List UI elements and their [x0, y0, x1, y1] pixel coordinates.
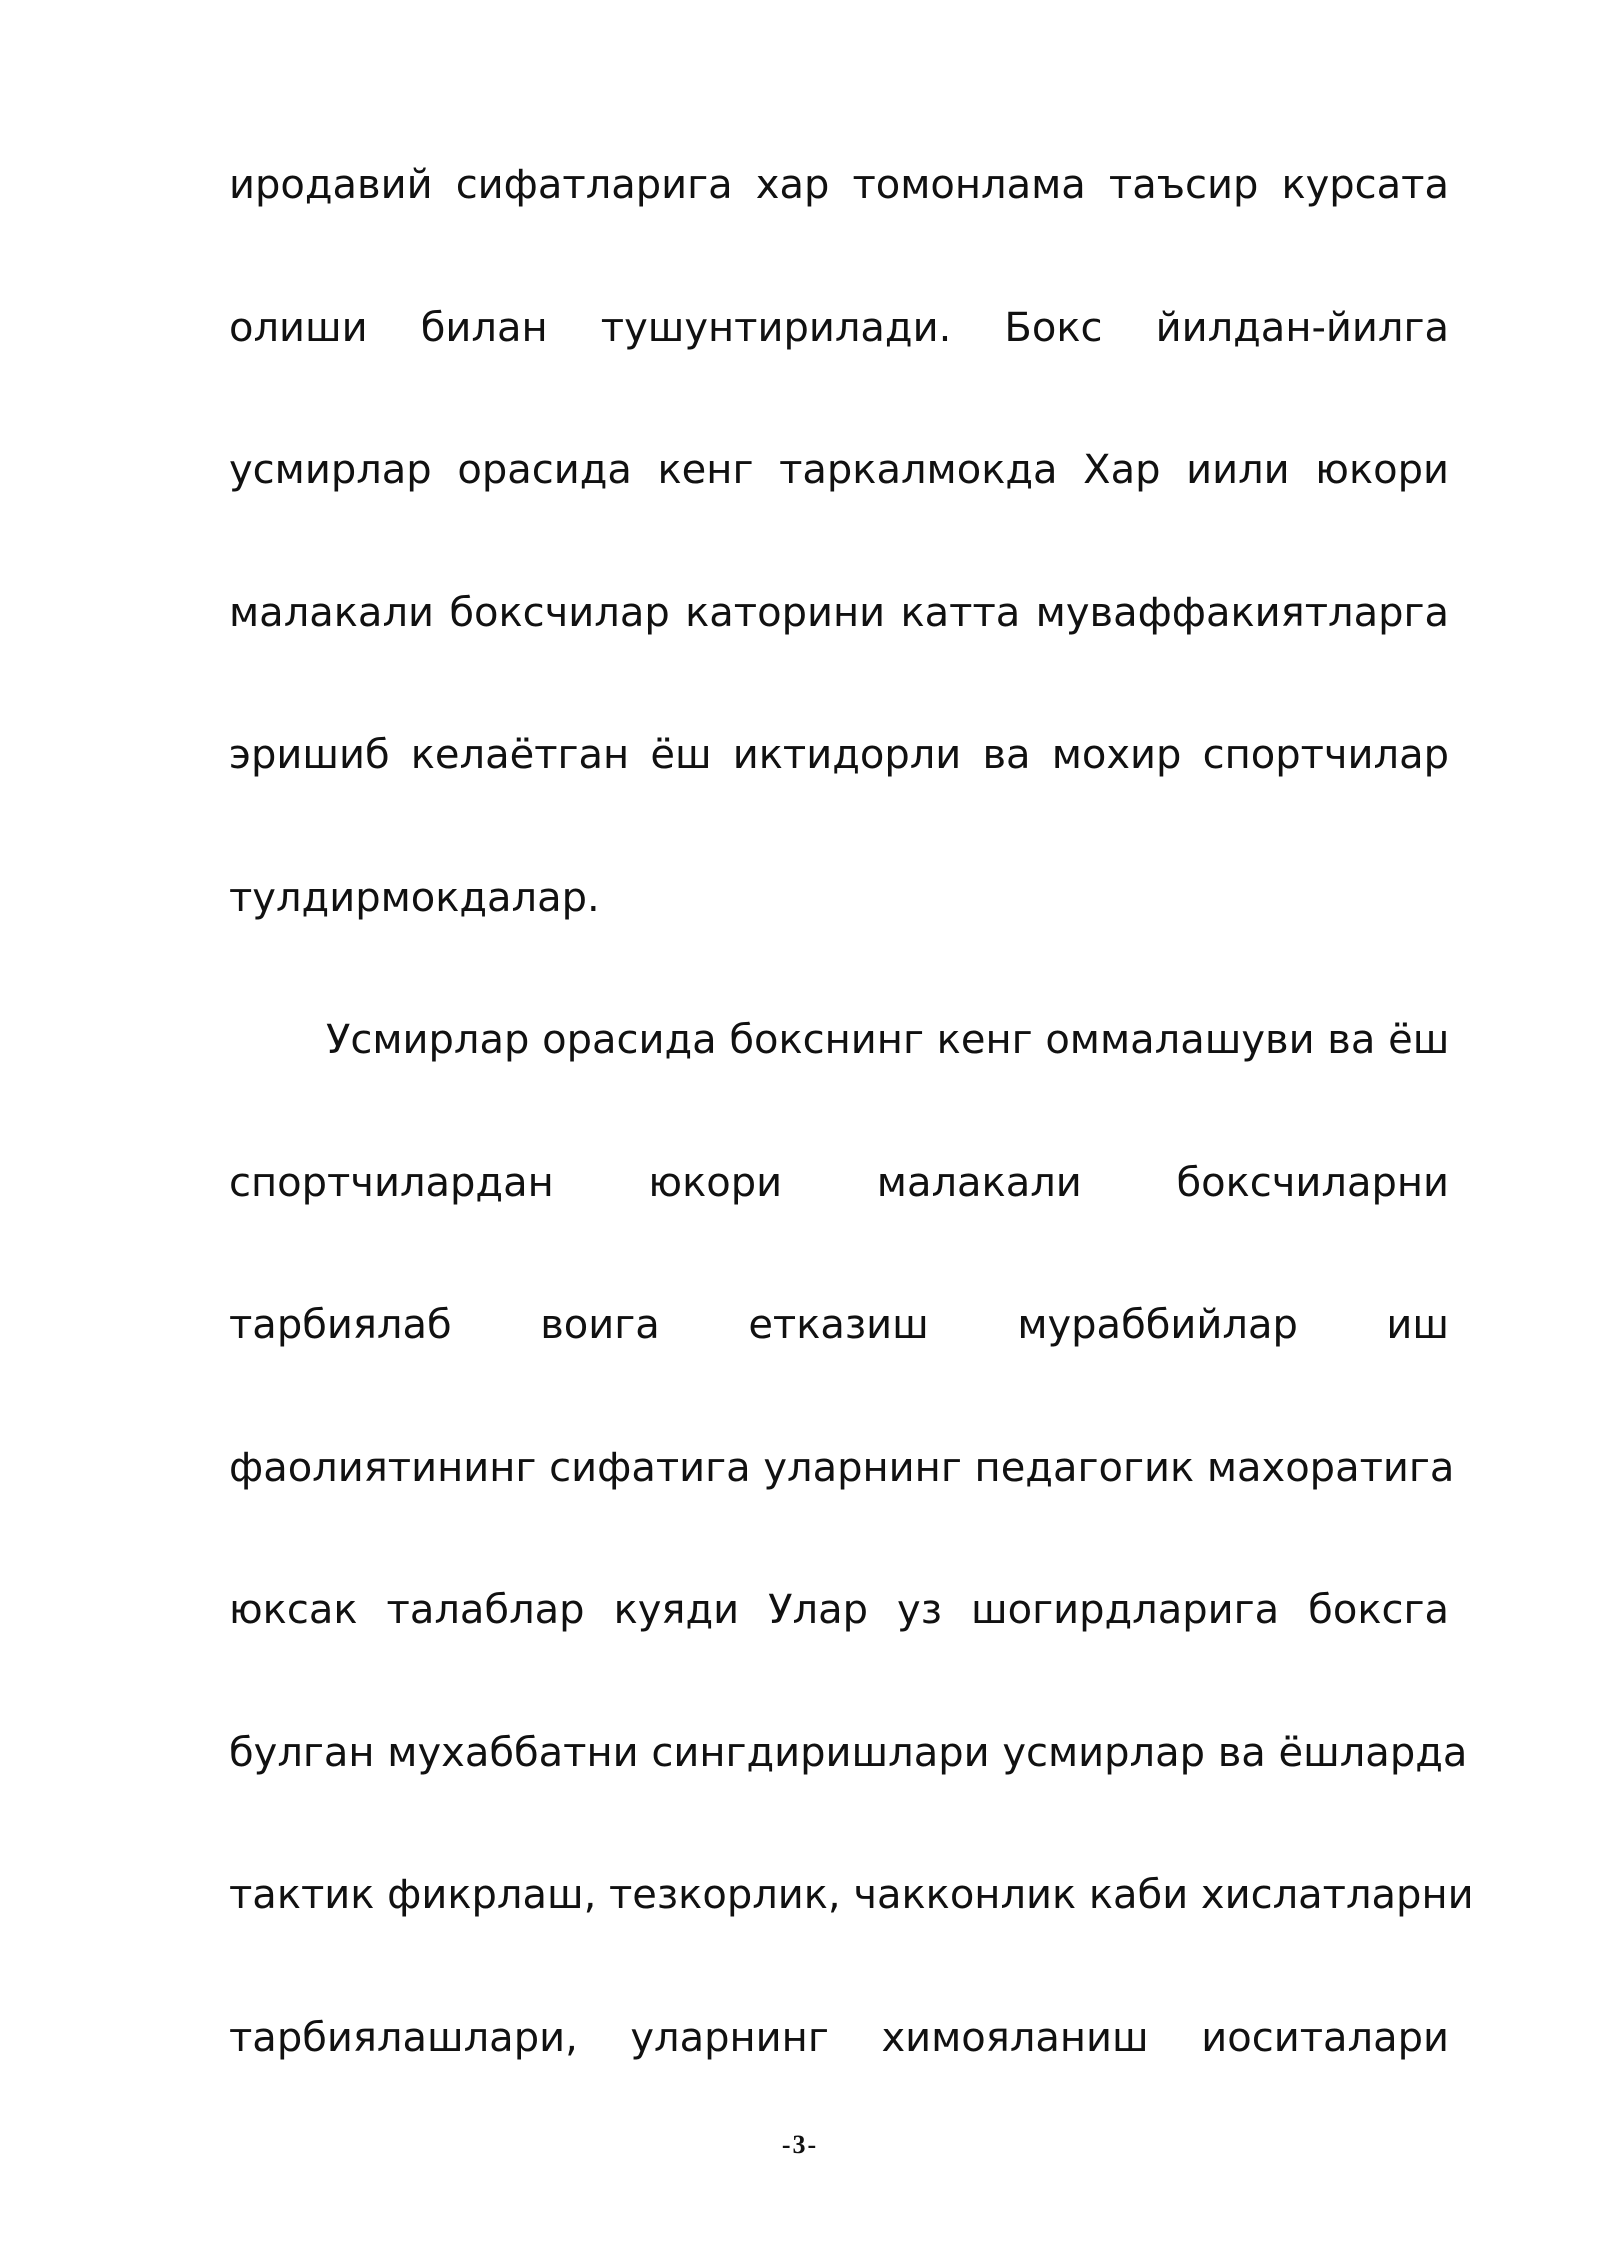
text-line: спортчилардан юкори малакали боксчиларни [229, 1159, 1449, 1206]
text-line: тарбиялаб воига етказиш мураббийлар иш [229, 1302, 1449, 1348]
text-line: олиши билан тушунтирилади. Бокс йилдан-йилга [229, 304, 1449, 351]
text-line: малакали боксчилар каторини катта муваффакиятларга [229, 589, 1449, 636]
page-number: -3- [781, 2130, 819, 2159]
text-line: иродавий сифатларига хар томонлама таъсир курсата [229, 162, 1449, 208]
text-line: тактик фикрлаш, тезкорлик, чакконлик каби хислатларни [229, 1872, 1474, 1918]
paragraph-end-line: тулдирмокдалар. [229, 874, 600, 921]
text-line: тарбиялашлари, уларнинг химояланиш иоситалари [229, 2014, 1449, 2061]
text-line: усмирлар орасида кенг таркалмокда Хар иили юкори [229, 447, 1449, 493]
text-line: фаолиятининг сифатига уларнинг педагогик махоратига [229, 1444, 1455, 1491]
text-line: эришиб келаётган ёш иктидорли ва мохир спортчилар [229, 732, 1449, 778]
body-text [229, 140, 1474, 2135]
text-line: булган мухаббатни сингдиришлари усмирлар ва ёшларда [229, 1729, 1468, 1776]
paragraph-start-line: Усмирлар орасида бокснинг кенг оммалашуви ва ёш [326, 1017, 1450, 1063]
text-line: юксак талаблар куяди Улар уз шогирдларига боксга [229, 1587, 1449, 1633]
